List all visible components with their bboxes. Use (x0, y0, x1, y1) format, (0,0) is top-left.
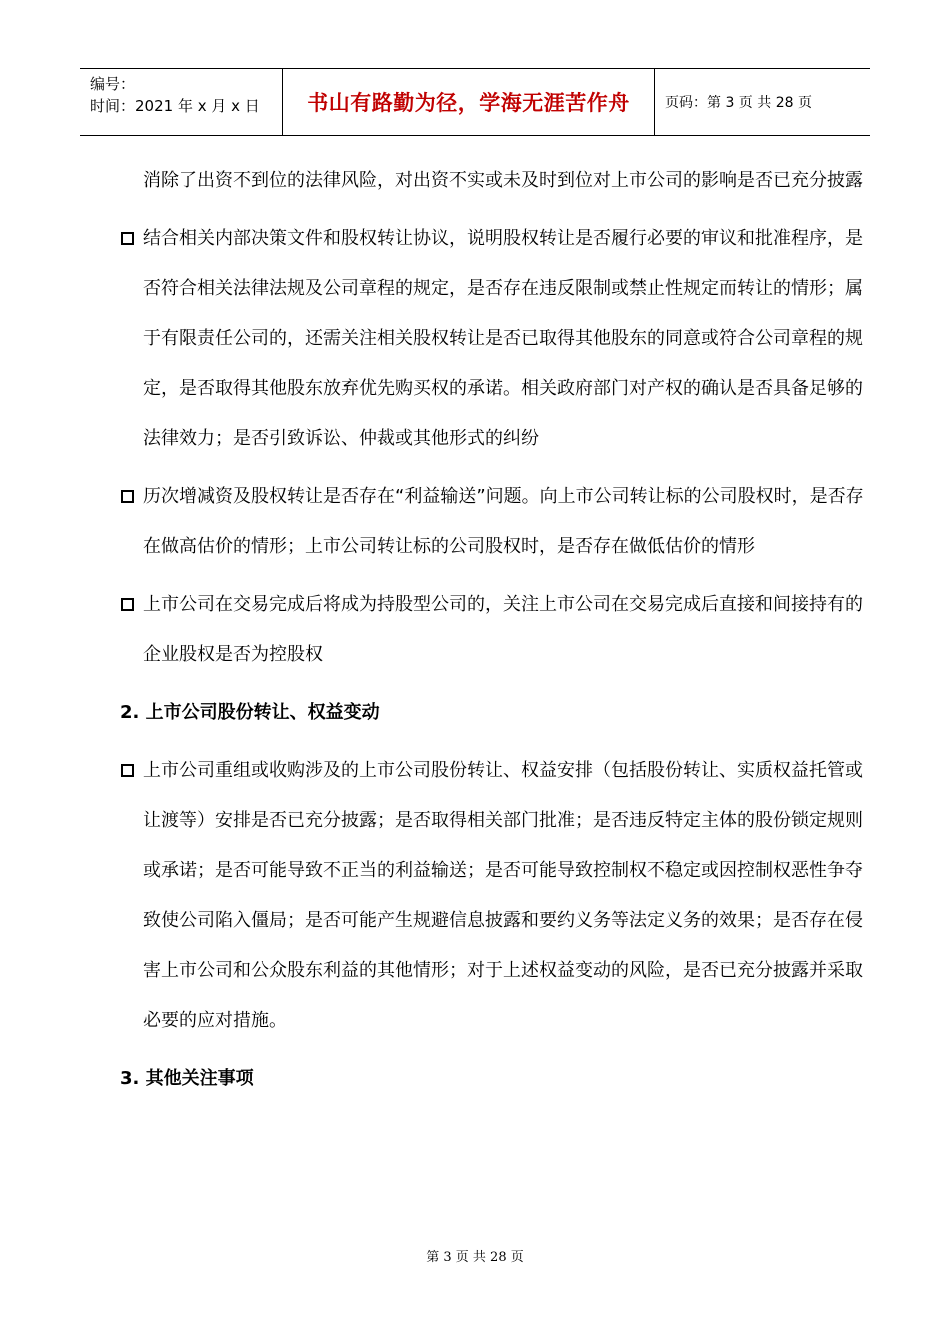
checkbox-icon (121, 598, 134, 611)
header-page-info: 页码：第 3 页 共 28 页 (665, 95, 812, 111)
page-footer: 第 3 页 共 28 页 (426, 1250, 524, 1265)
bullet-item (120, 746, 880, 1046)
checkbox-icon (121, 490, 134, 503)
document-body (120, 156, 880, 1104)
checkbox-icon (121, 232, 134, 245)
document-number-label: 编号： (90, 75, 136, 93)
checkbox-icon (121, 764, 134, 777)
section-heading-3: 3. 其他关注事项 (120, 1068, 254, 1089)
document-date: 时间：2021 年 x 月 x 日 (90, 97, 260, 115)
page-header (80, 68, 870, 136)
header-meta (80, 69, 282, 135)
bullet-text: 历次增减资及股权转让是否存在“利益输送”问题。向上市公司转让标的公司股权时，是否存在做高估价的情形；上市公司转让标的公司股权时，是否存在做低估价的情形 (143, 486, 864, 557)
bullet-item (120, 214, 880, 464)
bullet-item (120, 472, 880, 572)
bullet-text: 上市公司在交易完成后将成为持股型公司的，关注上市公司在交易完成后直接和间接持有的企业股权是否为控股权 (143, 594, 863, 665)
bullet-item (120, 580, 880, 680)
continuation-paragraph: 消除了出资不到位的法律风险，对出资不实或未及时到位对上市公司的影响是否已充分披露 (143, 170, 863, 191)
header-motto: 书山有路勤为径，学海无涯苦作舟 (282, 69, 655, 135)
section-heading-2: 2. 上市公司股份转让、权益变动 (120, 702, 380, 723)
bullet-text: 结合相关内部决策文件和股权转让协议，说明股权转让是否履行必要的审议和批准程序，是否符合相关法律法规及公司章程的规定，是否存在违反限制或禁止性规定而转让的情形；属于有限责任公司的，还需关注相关股权转让是否已取得其他股东的同意或符合公司章程的规定，是否取得其他股东放弃优先购买权的承诺。相关政府部门对产权的确认是否具备足够的法律效力；是否引致诉讼、仲裁或其他形式的纠纷 (143, 228, 863, 449)
bullet-text: 上市公司重组或收购涉及的上市公司股份转让、权益安排（包括股份转让、实质权益托管或让渡等）安排是否已充分披露；是否取得相关部门批准；是否违反特定主体的股份锁定规则或承诺；是否可能导致不正当的利益输送；是否可能导致控制权不稳定或因控制权恶性争夺致使公司陷入僵局；是否可能产生规避信息披露和要约义务等法定义务的效果；是否存在侵害上市公司和公众股东利益的其他情形；对于上述权益变动的风险，是否已充分披露并采取必要的应对措施。 (143, 760, 863, 1031)
